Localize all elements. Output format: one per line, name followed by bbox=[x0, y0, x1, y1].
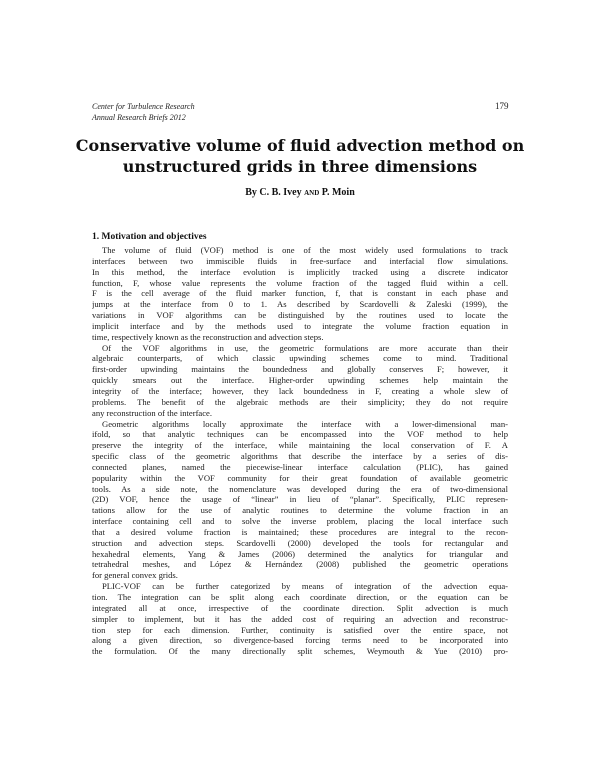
body-line: for general convex grids. bbox=[92, 570, 178, 581]
body-line: interfaces between two immiscible fluids in free-surface and interfacial flow simulations. bbox=[92, 255, 508, 266]
body-line: first-order upwinding maintains the boundedness and globally conserves F; however, it bbox=[92, 364, 508, 375]
body-line: variations in VOF algorithms can be distinguished by the routines used to locate the bbox=[92, 310, 508, 321]
body-line: connected planes, named the piecewise-linear interface calculation (PLIC), has gained bbox=[92, 461, 508, 472]
running-header bbox=[92, 101, 195, 123]
title-line-2: unstructured grids in three dimensions bbox=[122, 157, 478, 176]
body-line: tion step for each dimension. Further, continuity is satisfied over the entire space, not bbox=[92, 624, 508, 635]
author-line bbox=[70, 187, 530, 198]
body-line: quickly smears out the interface. Higher-order upwinding schemes help maintain the bbox=[92, 375, 508, 386]
body-line: specific class of the geometric algorithms that describe the interface by a series of dis- bbox=[92, 451, 508, 462]
body-text bbox=[92, 245, 508, 657]
body-line: preserve the integrity of the interface, while maintaining the local conservation of F. A bbox=[92, 440, 508, 451]
body-line: implicit interface and by the methods used to integrate the volume fraction equation in bbox=[92, 320, 508, 331]
author-second: P. Moin bbox=[321, 187, 355, 198]
title-line-1: Conservative volume of fluid advection method on bbox=[75, 136, 525, 155]
body-line: algebraic counterparts, of which classic upwinding schemes come to mind. Traditional bbox=[92, 353, 508, 364]
body-line: function, F, whose value represents the volume fraction of the tagged fluid within a cell. bbox=[92, 277, 508, 288]
body-line: In this method, the interface evolution is implicitly tracked using a discrete indicator bbox=[92, 266, 508, 277]
body-line: that a desired volume fraction is maintained; these procedures are integral to the recon- bbox=[92, 526, 508, 537]
body-line: integrated all at once, irrespective of the coordinate direction. Split advection is much bbox=[92, 602, 508, 613]
body-line: tetrahedral meshes, and López & Hernández (2008) published the geometric operations bbox=[92, 559, 508, 570]
body-line: Of the VOF algorithms in use, the geometric formulations are more accurate than their bbox=[102, 342, 508, 353]
body-line: ifold, so that analytic techniques can be encompassed into the VOF method to help bbox=[92, 429, 508, 440]
body-line: jumps at the interface from 0 to 1. As described by Scardovelli & Zaleski (1999), the bbox=[92, 299, 508, 310]
body-line: interface containing cell and to solve the inverse problem, placing the local interface such bbox=[92, 516, 508, 527]
body-line: tion. The integration can be split along each coordinate direction, or the equation can be bbox=[92, 592, 508, 602]
journal-name: Center for Turbulence Research bbox=[92, 102, 195, 111]
body-line: popularity within the VOF community for their great foundation of available geometric bbox=[92, 472, 508, 483]
body-line: integrity of the interface; however, they lack boundedness in F, creating a whole slew of bbox=[92, 385, 508, 396]
journal-issue: Annual Research Briefs 2012 bbox=[92, 113, 186, 122]
author-first: By C. B. Ivey bbox=[245, 187, 302, 198]
body-line: time, respectively known as the reconstruction and advection steps. bbox=[92, 331, 324, 342]
body-line: Geometric algorithms locally approximate the interface with a lower-dimensional man- bbox=[102, 418, 508, 429]
body-line: simpler to implement, but it has the added cost of requiring an advection and reconstruc- bbox=[92, 613, 508, 624]
body-line: (2D) VOF, hence the usage of “linear” in lieu of “planar”. Specifically, PLIC represen- bbox=[92, 494, 508, 505]
body-line: the formulation. Of the many directionally split schemes, Weymouth & Yue (2010) pro- bbox=[92, 646, 508, 657]
page-number: 179 bbox=[495, 101, 509, 111]
body-line: tations allow for the use of analytic routines to determine the volume fraction in an bbox=[92, 505, 508, 516]
body-line: hexahedral elements, Yang & James (2006) determined the analytics for triangular and bbox=[92, 548, 508, 559]
body-line: problems. The benefit of the algebraic methods are their simplicity; they do not require bbox=[92, 396, 508, 407]
body-line: struction and advection steps. Scardovelli (2000) developed the tools for rectangular and bbox=[92, 537, 508, 548]
body-line: F is the cell average of the fluid marker function, f, that is constant in each phase and bbox=[92, 288, 508, 299]
section-heading: 1. Motivation and objectives bbox=[92, 232, 207, 242]
author-conjunction: and bbox=[304, 187, 320, 198]
body-line: any reconstruction of the interface. bbox=[92, 407, 213, 418]
paper-title bbox=[70, 135, 530, 177]
body-line: The volume of fluid (VOF) method is one of the most widely used formulations to track bbox=[102, 245, 508, 255]
body-line: PLIC-VOF can be further categorized by means of integration of the advection equa- bbox=[102, 581, 508, 592]
body-line: tools. As a side note, the nomenclature was developed during the era of two-dimensional bbox=[92, 483, 508, 494]
body-line: along a given direction, so divergence-based forcing terms need to be incorporated into bbox=[92, 635, 508, 646]
